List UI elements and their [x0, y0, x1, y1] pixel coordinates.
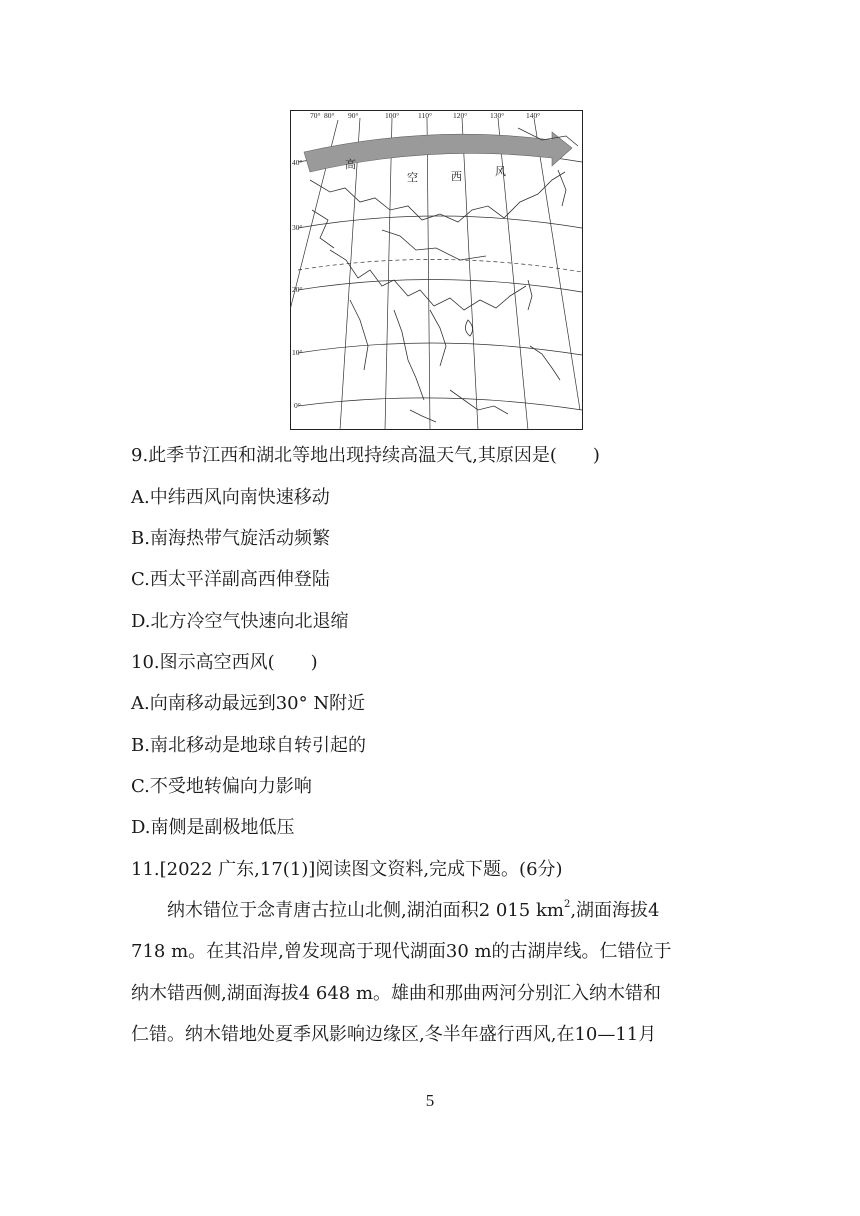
superscript: 2	[563, 899, 571, 910]
lon-label: 110°	[418, 111, 432, 120]
page-number: 5	[425, 1091, 435, 1110]
lon-label: 70°	[310, 111, 321, 120]
paragraph-text: ,湖面海拔4	[570, 900, 660, 921]
jet-label: 西	[451, 170, 462, 183]
question-11-paragraph-line-4: 仁错。纳木错地处夏季风影响边缘区,冬半年盛行西风,在10—11月	[131, 1024, 657, 1045]
asia-map-figure	[290, 110, 583, 430]
question-11-paragraph-line-1	[167, 900, 759, 922]
jet-label: 空	[407, 171, 418, 184]
question-9-option-b: B.南海热带气旋活动频繁	[131, 528, 330, 549]
lon-label: 100°	[385, 111, 400, 120]
question-10-option-c: C.不受地转偏向力影响	[131, 776, 312, 797]
lon-label: 130°	[490, 111, 505, 120]
lat-label: 20°	[292, 285, 303, 294]
question-11-paragraph-line-2: 718 m。在其沿岸,曾发现高于现代湖面30 m的古湖岸线。仁错位于	[131, 941, 672, 962]
question-10-stem: 10.图示高空西风( )	[131, 652, 318, 673]
question-10-option-a: A.向南移动最远到30° N附近	[131, 693, 366, 714]
question-11-stem: 11.[2022 广东,17(1)]阅读图文资料,完成下题。(6分)	[131, 859, 563, 880]
paragraph-text: 纳木错位于念青唐古拉山北侧,湖泊面积2 015 km	[167, 900, 564, 921]
jet-label: 风	[495, 165, 506, 178]
lat-label: 30°	[292, 223, 303, 232]
question-9-option-a: A.中纬西风向南快速移动	[131, 487, 330, 508]
question-9-stem: 9.此季节江西和湖北等地出现持续高温天气,其原因是( )	[131, 445, 600, 466]
map-svg	[290, 110, 583, 430]
lat-label: 10°	[292, 348, 303, 357]
lat-label: 0°	[294, 401, 301, 410]
lon-label: 140°	[526, 111, 541, 120]
question-9-option-d: D.北方冷空气快速向北退缩	[131, 611, 349, 632]
jet-label: 高	[345, 158, 356, 171]
lat-label: 40°	[292, 158, 303, 167]
question-10-option-b: B.南北移动是地球自转引起的	[131, 735, 366, 756]
lon-label: 80°	[324, 111, 335, 120]
lon-label: 120°	[453, 111, 468, 120]
question-10-option-d: D.南侧是副极地低压	[131, 817, 295, 838]
question-11-paragraph-line-3: 纳木错西侧,湖面海拔4 648 m。雄曲和那曲两河分别汇入纳木错和	[131, 983, 662, 1004]
question-9-option-c: C.西太平洋副高西伸登陆	[131, 569, 330, 590]
lon-label: 90°	[348, 111, 359, 120]
